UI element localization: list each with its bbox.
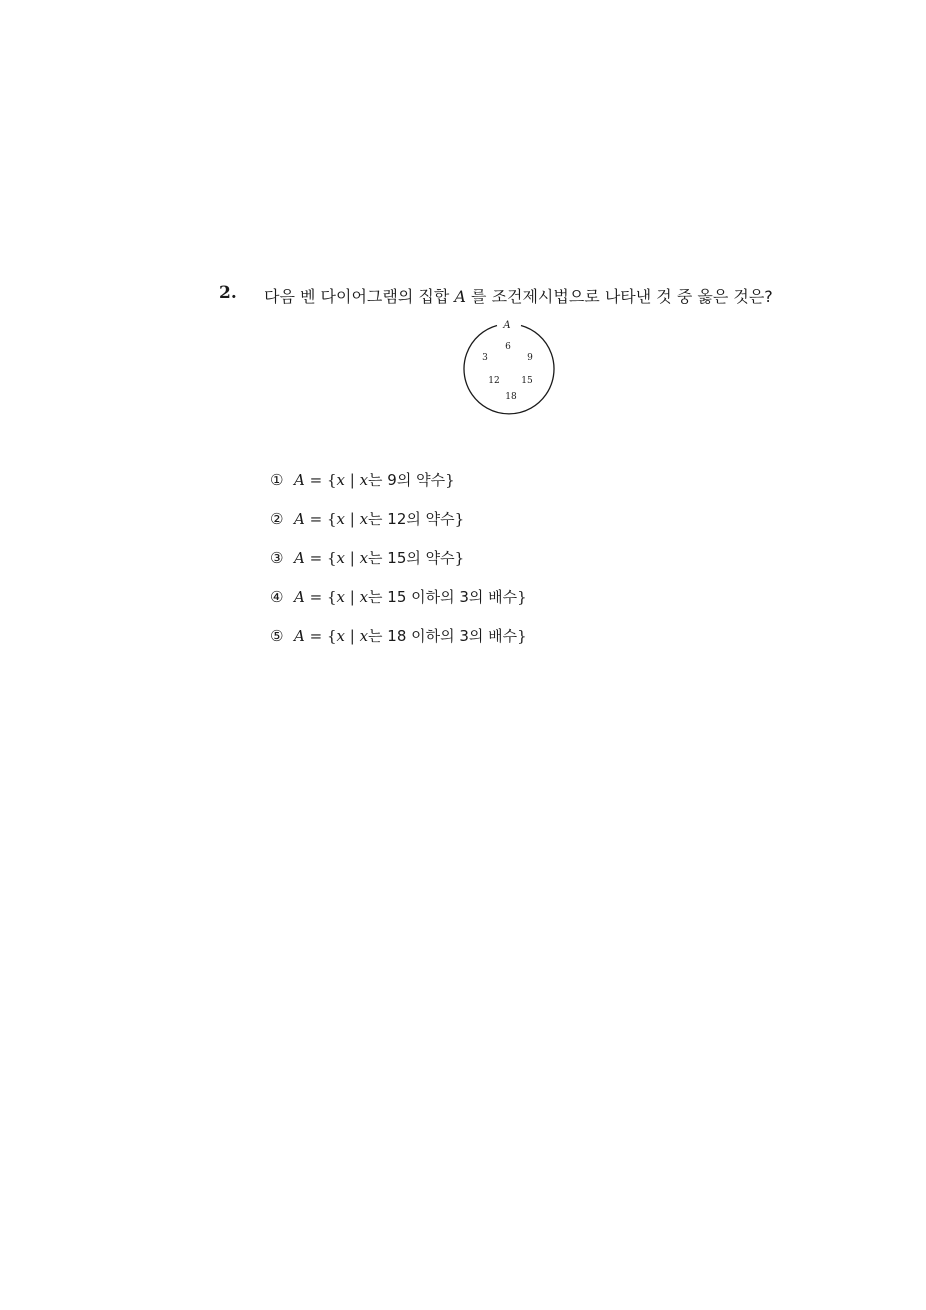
question-text	[264, 284, 773, 307]
venn-set-label: A	[503, 320, 511, 331]
venn-element: 12	[488, 376, 500, 386]
venn-element: 3	[482, 353, 488, 363]
choice-expression: A = {x | x는 15의 약수}	[294, 549, 465, 567]
venn-element: 18	[505, 392, 517, 402]
question-text-before: 다음 벤 다이어그램의 집합	[264, 287, 455, 306]
choice-2[interactable]	[270, 499, 527, 538]
venn-element: 9	[527, 353, 533, 363]
question-number: 2.	[219, 283, 237, 303]
choice-4[interactable]	[270, 577, 527, 616]
answer-choices	[270, 460, 527, 655]
question-set-name: A	[454, 287, 466, 306]
choice-marker: ④	[270, 587, 284, 606]
choice-marker: ②	[270, 509, 284, 528]
choice-expression: A = {x | x는 9의 약수}	[294, 471, 455, 489]
choice-expression: A = {x | x는 12의 약수}	[294, 510, 465, 528]
choice-expression: A = {x | x는 18 이하의 3의 배수}	[294, 627, 527, 645]
choice-expression: A = {x | x는 15 이하의 3의 배수}	[294, 588, 527, 606]
choice-marker: ③	[270, 548, 284, 567]
choice-3[interactable]	[270, 538, 527, 577]
choice-1[interactable]	[270, 460, 527, 499]
venn-diagram	[455, 314, 565, 424]
question-text-after: 를 조건제시법으로 나타낸 것 중 옳은 것은?	[465, 287, 773, 306]
choice-marker: ①	[270, 470, 284, 489]
venn-element: 6	[505, 342, 511, 352]
choice-marker: ⑤	[270, 626, 284, 645]
choice-5[interactable]	[270, 616, 527, 655]
venn-element: 15	[521, 376, 533, 386]
